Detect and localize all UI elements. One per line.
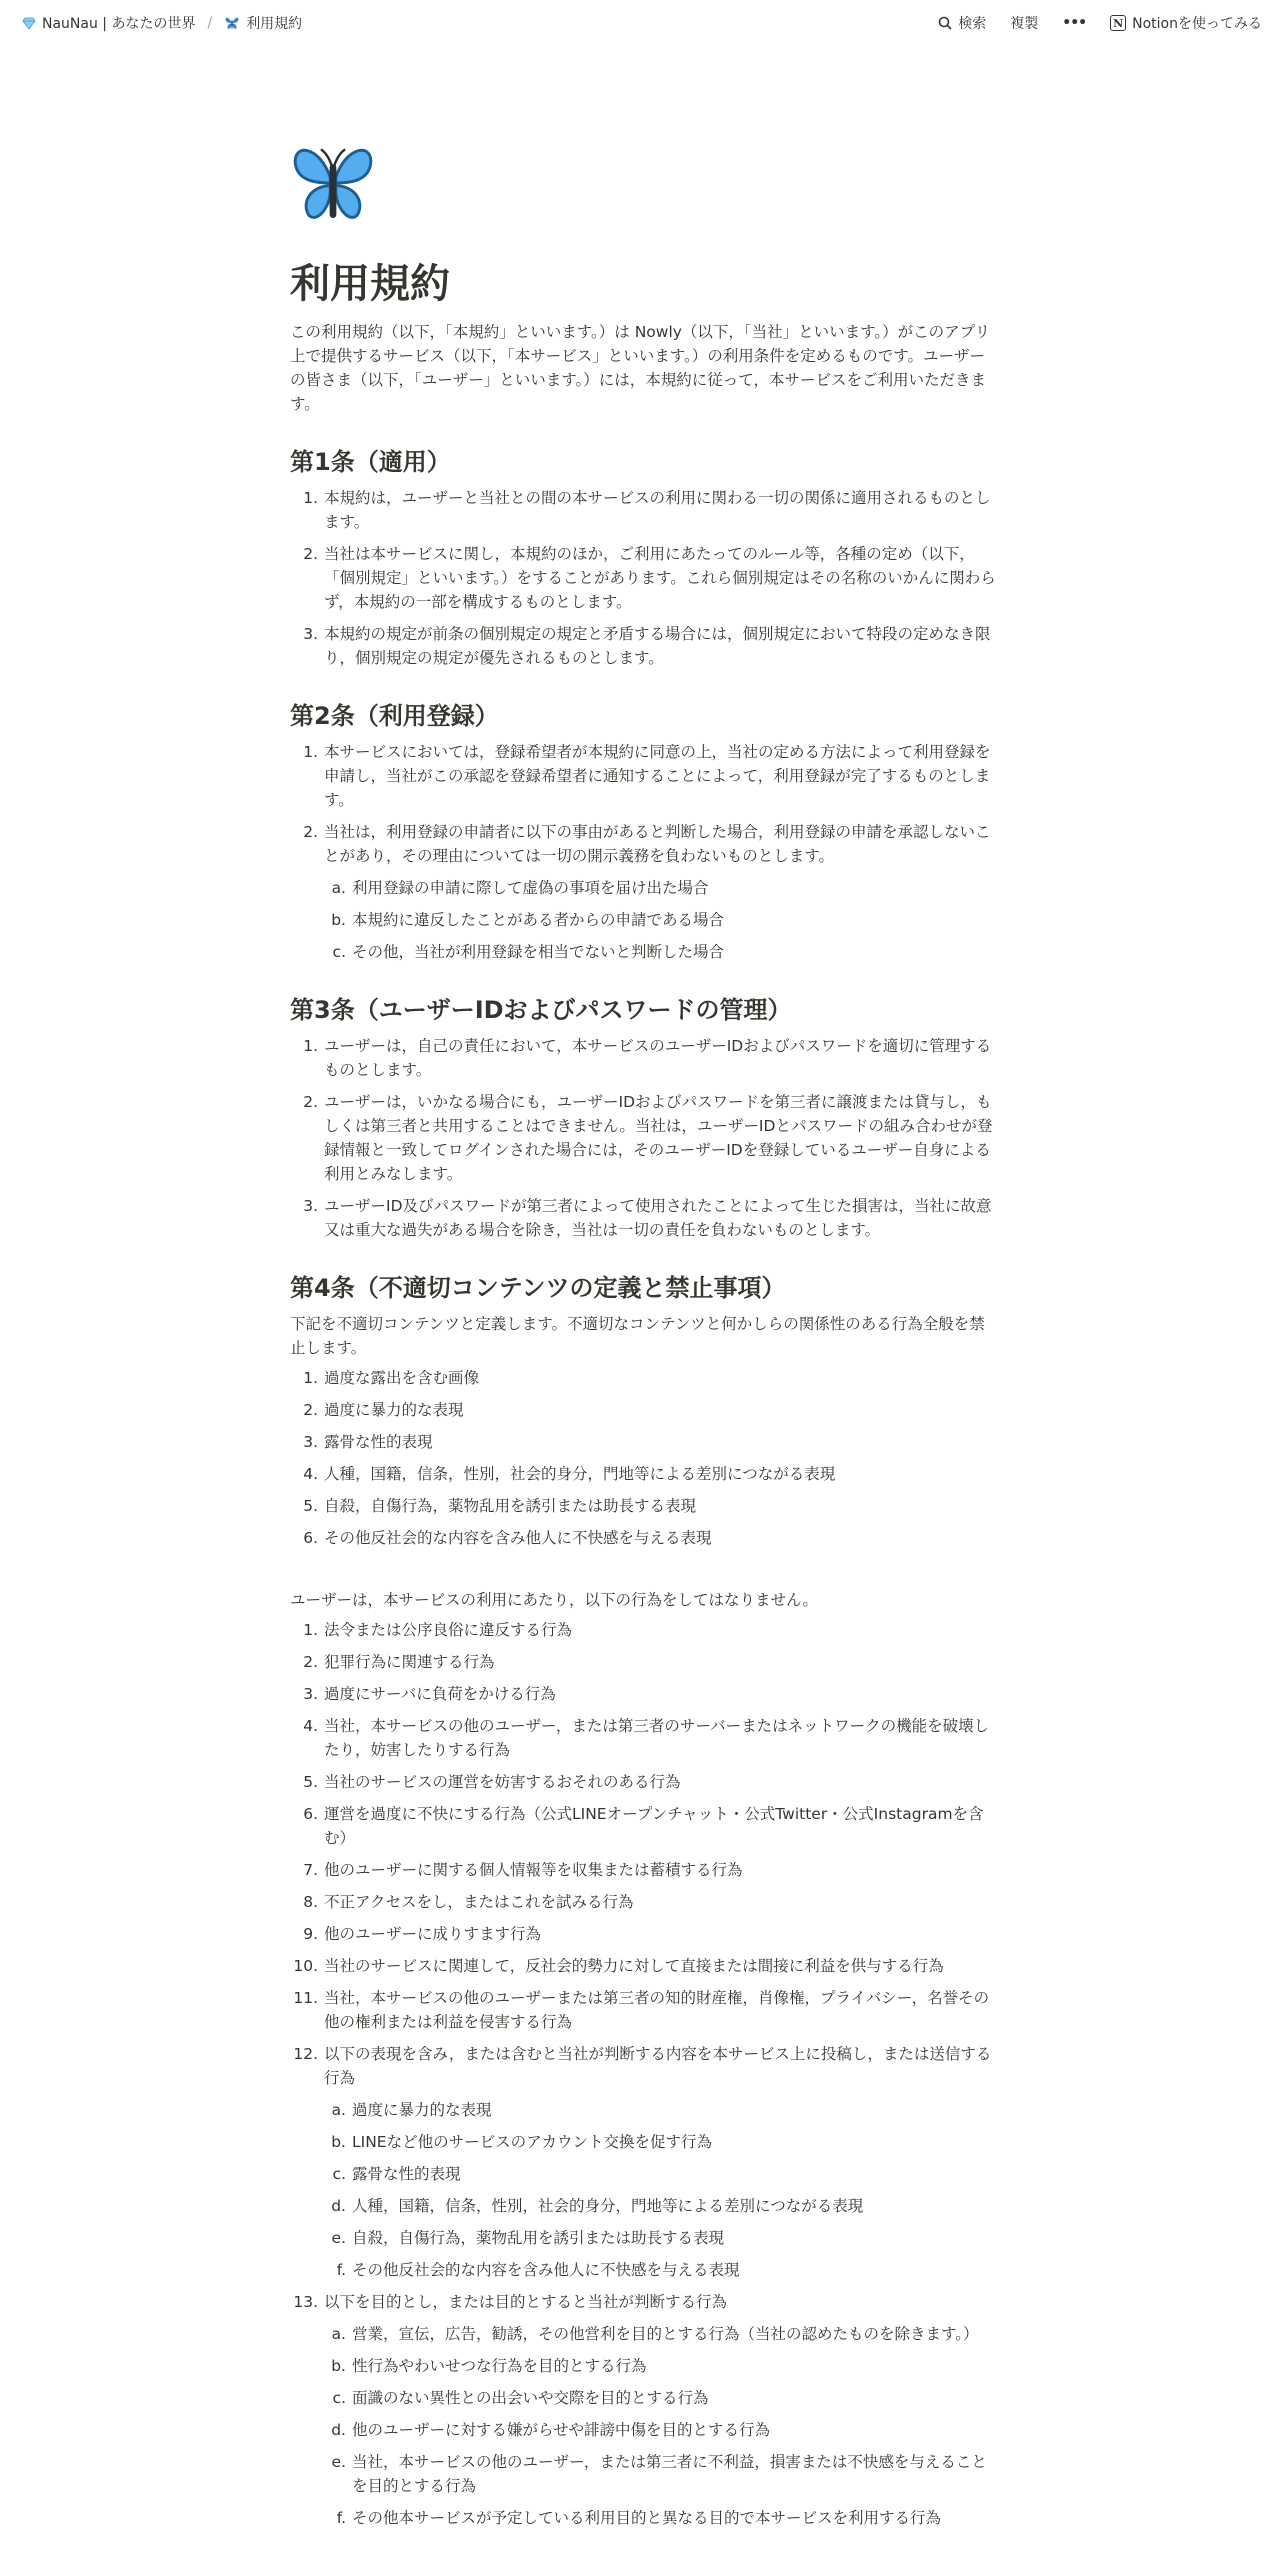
sublist-item bbox=[318, 876, 996, 900]
list-number: 8. bbox=[303, 1893, 318, 1911]
section-heading-3: 第3条（ユーザーIDおよびパスワードの管理） bbox=[290, 996, 792, 1024]
list-item bbox=[290, 486, 996, 534]
list-letter: a. bbox=[331, 2325, 346, 2343]
sublist-item bbox=[318, 940, 996, 964]
list-item bbox=[290, 1090, 996, 1186]
section-2-sublist bbox=[318, 876, 996, 964]
list-text: 露骨な性的表現 bbox=[352, 2165, 461, 2183]
list-text: 他のユーザーに対する嫌がらせや誹謗中傷を目的とする行為 bbox=[352, 2421, 771, 2439]
list-text: ユーザーは，いかなる場合にも，ユーザーIDおよびパスワードを第三者に譲渡または貸与し，もしくは第三者と共用することはできません。当社は，ユーザーIDとパスワードの組み合わせが登録情報と一致してログインされた場合には，そのユーザーIDを登録しているユーザー自身による利用とみなします。 bbox=[324, 1093, 993, 1183]
spacer bbox=[290, 1558, 996, 1588]
list-number: 11. bbox=[293, 1989, 318, 2007]
list-letter: d. bbox=[331, 2197, 346, 2215]
search-button[interactable] bbox=[934, 11, 990, 35]
list-letter: f. bbox=[336, 2509, 346, 2527]
list-text: その他本サービスが予定している利用目的と異なる目的で本サービスを利用する行為 bbox=[352, 2509, 942, 2527]
list-number: 1. bbox=[303, 1037, 318, 1055]
list-item bbox=[290, 1430, 996, 1454]
list-item bbox=[290, 1802, 996, 1850]
list-text: 自殺，自傷行為，薬物乱用を誘引または助長する表現 bbox=[352, 2229, 725, 2247]
list-item bbox=[290, 1194, 996, 1242]
list-text: 当社は本サービスに関し，本規約のほか，ご利用にあたってのルール等，各種の定め（以下，「個別規定」といいます。）をすることがあります。これら個別規定はその名称のいかんに関わらず，本規約の一部を構成するものとします。 bbox=[324, 545, 996, 611]
topbar-actions bbox=[934, 11, 1266, 35]
list-text: 性行為やわいせつな行為を目的とする行為 bbox=[352, 2357, 647, 2375]
try-notion-label: Notionを使ってみる bbox=[1132, 16, 1262, 32]
list-item bbox=[290, 1618, 996, 1642]
list-item bbox=[290, 1714, 996, 1762]
list-item bbox=[290, 622, 996, 670]
list-letter: a. bbox=[331, 2101, 346, 2119]
sublist-item bbox=[318, 2098, 996, 2122]
list-number: 4. bbox=[303, 1717, 318, 1735]
list-text: 法令または公序良俗に違反する行為 bbox=[324, 1621, 573, 1639]
duplicate-button[interactable] bbox=[1006, 11, 1042, 35]
butterfly-icon bbox=[224, 15, 240, 31]
list-number: 10. bbox=[293, 1957, 318, 1975]
list-text: 本サービスにおいては，登録希望者が本規約に同意の上，当社の定める方法によって利用登録を申請し，当社がこの承認を登録希望者に通知することによって，利用登録が完了するものとします。 bbox=[324, 743, 991, 809]
list-text: 過度な露出を含む画像 bbox=[324, 1369, 480, 1387]
section-4-intro: 下記を不適切コンテンツと定義します。不適切なコンテンツと何かしらの関係性のある行為全般を禁止します。 bbox=[290, 1315, 985, 1357]
list-item bbox=[290, 1770, 996, 1794]
list-number: 1. bbox=[303, 1369, 318, 1387]
try-notion-button[interactable] bbox=[1106, 11, 1266, 35]
sublist-item bbox=[318, 2226, 996, 2250]
breadcrumb-item-terms[interactable] bbox=[220, 11, 306, 35]
list-item bbox=[290, 1682, 996, 1706]
sublist-item bbox=[318, 2506, 996, 2530]
list-number: 2. bbox=[303, 1093, 318, 1111]
list-text: 人種，国籍，信条，性別，社会的身分，門地等による差別につながる表現 bbox=[352, 2197, 864, 2215]
sublist-item bbox=[318, 2194, 996, 2218]
prohibited-acts-list-cont bbox=[290, 2290, 996, 2314]
butterfly-icon bbox=[290, 140, 376, 226]
search-label: 検索 bbox=[958, 16, 987, 32]
prohibited-13-sublist bbox=[318, 2322, 996, 2530]
section-3-list bbox=[290, 1034, 996, 1242]
list-text: ユーザーID及びパスワードが第三者によって使用されたことによって生じた損害は，当社に故意又は重大な過失がある場合を除き，当社は一切の責任を負わないものとします。 bbox=[324, 1197, 992, 1239]
list-text: 過度にサーバに負荷をかける行為 bbox=[324, 1685, 556, 1703]
list-item bbox=[290, 820, 996, 868]
list-number: 12. bbox=[293, 2045, 318, 2063]
list-text: 本規約の規定が前条の個別規定の規定と矛盾する場合には，個別規定において特段の定めなき限り，個別規定の規定が優先されるものとします。 bbox=[324, 625, 991, 667]
list-item bbox=[290, 1922, 996, 1946]
list-number: 2. bbox=[303, 1401, 318, 1419]
list-text: 以下の表現を含み，または含むと当社が判断する内容を本サービス上に投稿し，または送信する行為 bbox=[324, 2045, 992, 2087]
list-text: その他反社会的な内容を含み他人に不快感を与える表現 bbox=[324, 1529, 712, 1547]
list-number: 6. bbox=[303, 1529, 318, 1547]
list-text: 以下を目的とし，または目的とすると当社が判断する行為 bbox=[324, 2293, 728, 2311]
breadcrumb-label: NauNau | あなたの世界 bbox=[42, 16, 196, 32]
list-number: 2. bbox=[303, 545, 318, 563]
list-number: 7. bbox=[303, 1861, 318, 1879]
list-number: 3. bbox=[303, 1433, 318, 1451]
list-letter: e. bbox=[331, 2453, 346, 2471]
list-text: 当社，本サービスの他のユーザーまたは第三者の知的財産権，肖像権，プライバシー，名誉その他の権利または利益を侵害する行為 bbox=[324, 1989, 990, 2031]
breadcrumb-separator: / bbox=[207, 15, 213, 31]
list-letter: e. bbox=[331, 2229, 346, 2247]
sublist-item bbox=[318, 908, 996, 932]
page-content bbox=[290, 140, 996, 2538]
list-item bbox=[290, 1890, 996, 1914]
list-item bbox=[290, 1398, 996, 1422]
list-text: 運営を過度に不快にする行為（公式LINEオープンチャット・公式Twitter・公式Instagramを含む） bbox=[324, 1805, 984, 1847]
top-bar bbox=[0, 0, 1284, 46]
list-number: 3. bbox=[303, 1197, 318, 1215]
sublist-item bbox=[318, 2418, 996, 2442]
list-letter: b. bbox=[331, 911, 346, 929]
list-letter: f. bbox=[336, 2261, 346, 2279]
list-item bbox=[290, 1526, 996, 1550]
list-letter: c. bbox=[332, 943, 346, 961]
list-text: 犯罪行為に関連する行為 bbox=[324, 1653, 495, 1671]
sublist-item bbox=[318, 2258, 996, 2282]
breadcrumb-label: 利用規約 bbox=[246, 16, 303, 32]
inappropriate-content-list bbox=[290, 1366, 996, 1550]
gem-icon bbox=[22, 16, 36, 30]
list-text: 人種，国籍，信条，性別，社会的身分，門地等による差別につながる表現 bbox=[324, 1465, 836, 1483]
list-text: 利用登録の申請に際して虚偽の事項を届け出た場合 bbox=[352, 879, 709, 897]
list-item bbox=[290, 542, 996, 614]
sublist-item bbox=[318, 2162, 996, 2186]
list-letter: b. bbox=[331, 2133, 346, 2151]
list-letter: b. bbox=[331, 2357, 346, 2375]
list-number: 3. bbox=[303, 1685, 318, 1703]
list-text: その他，当社が利用登録を相当でないと判断した場合 bbox=[352, 943, 725, 961]
intro-paragraph: この利用規約（以下，「本規約」といいます。）は Nowly（以下，「当社」といいます。）がこのアプリ上で提供するサービス（以下，「本サービス」といいます。）の利用条件を定めるものです。ユーザーの皆さま（以下，「ユーザー」といいます。）には，本規約に従って，本サービスをご利用いただきます。 bbox=[290, 323, 991, 413]
list-item bbox=[290, 1986, 996, 2034]
list-number: 2. bbox=[303, 1653, 318, 1671]
list-item bbox=[290, 1858, 996, 1882]
list-number: 3. bbox=[303, 625, 318, 643]
notion-logo-icon: N bbox=[1110, 15, 1126, 31]
list-text: 自殺，自傷行為，薬物乱用を誘引または助長する表現 bbox=[324, 1497, 697, 1515]
list-text: 営業，宣伝，広告，勧誘，その他営利を目的とする行為（当社の認めたものを除きます。） bbox=[352, 2325, 979, 2343]
sublist-item bbox=[318, 2354, 996, 2378]
list-number: 1. bbox=[303, 743, 318, 761]
prohibited-intro: ユーザーは，本サービスの利用にあたり，以下の行為をしてはなりません。 bbox=[290, 1591, 818, 1609]
list-text: その他反社会的な内容を含み他人に不快感を与える表現 bbox=[352, 2261, 740, 2279]
list-item bbox=[290, 1034, 996, 1082]
prohibited-12-sublist bbox=[318, 2098, 996, 2282]
sublist-item bbox=[318, 2450, 996, 2498]
list-number: 1. bbox=[303, 1621, 318, 1639]
list-number: 1. bbox=[303, 489, 318, 507]
list-text: 当社は，利用登録の申請者に以下の事由があると判断した場合，利用登録の申請を承認しないことがあり，その理由については一切の開示義務を負わないものとします。 bbox=[324, 823, 991, 865]
list-text: 本規約に違反したことがある者からの申請である場合 bbox=[352, 911, 725, 929]
list-item bbox=[290, 740, 996, 812]
breadcrumb bbox=[18, 11, 306, 35]
list-letter: d. bbox=[331, 2421, 346, 2439]
list-letter: c. bbox=[332, 2165, 346, 2183]
list-item bbox=[290, 1494, 996, 1518]
list-text: 不正アクセスをし，またはこれを試みる行為 bbox=[324, 1893, 634, 1911]
duplicate-label: 複製 bbox=[1010, 16, 1039, 32]
list-item bbox=[290, 2290, 996, 2314]
list-text: 当社のサービスに関連して，反社会的勢力に対して直接または間接に利益を供与する行為 bbox=[324, 1957, 944, 1975]
list-item bbox=[290, 1462, 996, 1486]
breadcrumb-item-home[interactable] bbox=[18, 11, 199, 35]
list-number: 5. bbox=[303, 1497, 318, 1515]
list-item bbox=[290, 1366, 996, 1390]
list-text: 過度に暴力的な表現 bbox=[352, 2101, 492, 2119]
list-number: 2. bbox=[303, 823, 318, 841]
sublist-item bbox=[318, 2130, 996, 2154]
list-text: 面識のない異性との出会いや交際を目的とする行為 bbox=[352, 2389, 709, 2407]
more-icon: ••• bbox=[1062, 15, 1087, 31]
list-letter: a. bbox=[331, 879, 346, 897]
list-text: 他のユーザーに成りすます行為 bbox=[324, 1925, 542, 1943]
list-item bbox=[290, 1650, 996, 1674]
section-1-list bbox=[290, 486, 996, 670]
list-item bbox=[290, 1954, 996, 1978]
list-number: 13. bbox=[293, 2293, 318, 2311]
list-item bbox=[290, 2042, 996, 2090]
list-text: 当社のサービスの運営を妨害するおそれのある行為 bbox=[324, 1773, 681, 1791]
list-letter: c. bbox=[332, 2389, 346, 2407]
prohibited-acts-list bbox=[290, 1618, 996, 2090]
list-text: 過度に暴力的な表現 bbox=[324, 1401, 464, 1419]
list-text: ユーザーは，自己の責任において，本サービスのユーザーIDおよびパスワードを適切に管理するものとします。 bbox=[324, 1037, 992, 1079]
list-number: 6. bbox=[303, 1805, 318, 1823]
list-text: 他のユーザーに関する個人情報等を収集または蓄積する行為 bbox=[324, 1861, 743, 1879]
section-heading-2: 第2条（利用登録） bbox=[290, 702, 499, 730]
list-number: 5. bbox=[303, 1773, 318, 1791]
list-text: LINEなど他のサービスのアカウント交換を促す行為 bbox=[352, 2133, 712, 2151]
list-text: 当社，本サービスの他のユーザー，または第三者に不利益，損害または不快感を与えることを目的とする行為 bbox=[352, 2453, 987, 2495]
section-2-list bbox=[290, 740, 996, 868]
search-icon bbox=[938, 16, 952, 30]
list-number: 9. bbox=[303, 1925, 318, 1943]
list-text: 当社，本サービスの他のユーザー，または第三者のサーバーまたはネットワークの機能を破壊したり，妨害したりする行為 bbox=[324, 1717, 990, 1759]
section-heading-4: 第4条（不適切コンテンツの定義と禁止事項） bbox=[290, 1274, 786, 1302]
list-text: 本規約は，ユーザーと当社との間の本サービスの利用に関わる一切の関係に適用されるものとします。 bbox=[324, 489, 991, 531]
list-number: 4. bbox=[303, 1465, 318, 1483]
list-text: 露骨な性的表現 bbox=[324, 1433, 433, 1451]
section-heading-1: 第1条（適用） bbox=[290, 448, 451, 476]
more-options-button[interactable] bbox=[1058, 13, 1090, 33]
page-title: 利用規約 bbox=[290, 261, 450, 307]
sublist-item bbox=[318, 2386, 996, 2410]
sublist-item bbox=[318, 2322, 996, 2346]
